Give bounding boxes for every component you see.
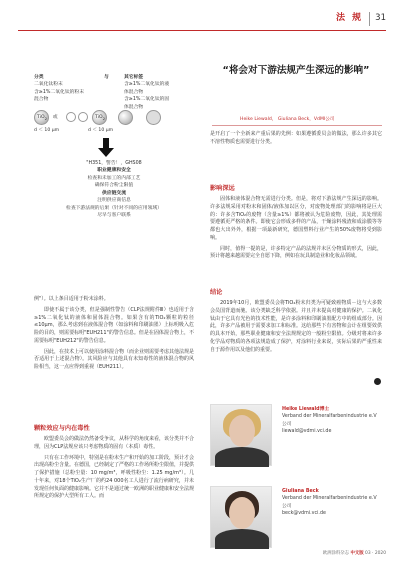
- step-item: 检查下游法规的后果（针对不同的应用领域）: [66, 205, 162, 211]
- right-line: 体混合物: [124, 89, 144, 95]
- section-heading-particle-effect: 颗粒效应与内在毒性: [34, 425, 90, 432]
- and-label: 与: [104, 75, 109, 80]
- right-column-text: [210, 196, 382, 261]
- left-line: 混合物: [34, 97, 49, 103]
- right-line: 含≥1%二氧化钛的固: [124, 97, 170, 103]
- intro-paragraph: 是开启了一个全新来产重后果的先例：如果遵循委员会的做法，那么许多其它不溶性物质也需要进行分类。: [210, 131, 382, 145]
- size-label-small: d ＜ 10 µm: [88, 128, 114, 133]
- end-mark-icon: [374, 378, 381, 385]
- author-name: Heike Liewald博士: [282, 407, 330, 412]
- conclusion-text: [210, 300, 382, 354]
- paragraph: 因此，在技术上可以使用涂料混合物（而企业则需要考虑其他法规是否适用于上述混合物）。其风险应与其他具有未知毒性的液体混合物的风险相当，这一点应得到重视（EUH211）。: [34, 348, 195, 370]
- step-heading: 职业健康和安全: [97, 168, 131, 174]
- diagram-right: [124, 74, 169, 111]
- author-info-beck: [282, 488, 377, 518]
- author-email[interactable]: beck@vdmi.vci.de: [282, 511, 326, 517]
- right-line: 含≥1%二氧化钛的液: [124, 82, 170, 88]
- author-name: Giuliana Beck: [282, 489, 319, 494]
- other-label-title: 其它标签: [124, 75, 144, 80]
- page-number: 31: [369, 12, 386, 25]
- edition-label: 中文版: [350, 551, 364, 557]
- paragraph: 例"）。以上条目适用于粉末涂料。: [34, 296, 109, 302]
- author-photo-beck: [210, 486, 272, 548]
- classification-title: 分类: [34, 75, 44, 80]
- page-footer: [323, 551, 386, 558]
- small-circle-icon: [66, 112, 76, 122]
- small-circle-icon: [78, 112, 88, 122]
- byline: Heike Liewald， Giuliana Beck，VdMI公司: [240, 117, 335, 122]
- section-heading-conclusion: 结论: [210, 289, 223, 296]
- step-item: 检查和未加工的内部工艺: [87, 175, 141, 181]
- tio2-label-2: TiO$_2$: [95, 115, 105, 121]
- step-heading: 供应链交流: [102, 190, 126, 196]
- diagram-left: [34, 74, 84, 104]
- article-headline: “将会对下游法规产生深远的影响”: [222, 65, 370, 76]
- step-item: 注明供应商信息: [97, 198, 131, 204]
- solid-circle-icon: [146, 110, 161, 125]
- step-item: 尽早与客户联系: [97, 212, 131, 218]
- left-line: 含≥1%二氧化钛的粉末: [34, 89, 85, 95]
- diagram-steps: [34, 160, 194, 219]
- paragraph: 欧盟委员会的做法仍然备受争议，从科学的角度来看，该分类并不合理，因为CLP法规应该只考虑物质的固有（本质）毒性。: [34, 436, 195, 450]
- left-line: 二氧化钛粉末: [34, 82, 63, 88]
- page-header: [336, 12, 386, 26]
- paragraph: 2019年10月，欧盟委员会将TiO₂粉末归类为可疑致癌物质－这与大多数会员国背道而驰。该分类缺乏科学依据。并且并未提高对健康的保护。二氧化钛由于它具有光色的技术性能，是许多涂料和印刷油墨配方中的组成部分。因此，许多产品被用于需要求加工和标准。这给那些下有害物和会计在组要效供的具本开始，那些职业健康和安全法规规定的一般粉尘限值。分级对将来许多化学品对物质的各项法规造成了保护，对涂料行业来说，实际后果的严重性来自于源作用以及他们的重要。: [210, 300, 382, 353]
- right-line: 体混合物: [124, 104, 144, 110]
- author-org-suffix: 公司: [282, 503, 292, 509]
- section-heading-far-reaching: 影响深远: [210, 185, 235, 192]
- author-org: Verband der Mineralfarbenindustrie e.V: [282, 414, 377, 420]
- header-rule: [18, 30, 386, 31]
- author-email[interactable]: liewald@vdmi.vci.de: [282, 429, 332, 435]
- issue-label: 03 · 2020: [365, 551, 386, 557]
- byline-rule: [212, 125, 382, 126]
- step-item: 确保符合粉尘限值: [94, 183, 134, 189]
- paragraph: 固体和液体混合物无需进行分类。但是，将对下游法规产生深远的影响。许多法规采用对粉末和固体/液体加以区分，对废物处理部门的影响将是巨大的：许多含TiO₂的废物（含量≥1%）都将被认为危险废物，因此，其处理需要遵循更严格的条件。即使它会形成多样的产品，干燥涂料残渣和成涂膜等等都也大出外外，根据一项最新研究，德国塑料行业产生的50%废物将受到影响。: [210, 196, 382, 241]
- author-org-suffix: 公司: [282, 421, 292, 427]
- author-info-liewald: [282, 406, 377, 436]
- hazard-statement: "H351，警告！，GHS08: [86, 161, 142, 166]
- arrow-down-icon: [96, 138, 116, 158]
- author-photo-liewald: [210, 404, 272, 466]
- paragraph: 即使不属于该分类，但是强制性警告（CLP法规附件Ⅲ）也适用于含≥1%二氧化钛的液体和固体混合物。如果含有的TiO₂颗粒的粒径≤10µm，那么考虑到在液体混合物（如涂料和印刷油墨）上标明吸入危险的目的，则需要标明"EUH211"的警告信息。但是在固体混合物上，不需要标明"EUH212"的警告信息。: [34, 306, 194, 344]
- author-org: Verband der Mineralfarbenindustrie e.V: [282, 496, 377, 502]
- left-column-text: [34, 296, 194, 372]
- paragraph: 只有在工作环境中，特别是在粉末生产和开始的加工阶段，预计才会出现高粉尘含量。在德国，已经制定了严格的工作场所粉尘限值，并提供了保护措施（总粉尘量：10 mg/m³，呼吸性粉尘：1.25 mg/m³）。几十年来，对18个TiO₂生产厂的约24 000名工人进行了流行病研究，并未发现任何负面的健康影响。它并不是通过统一欧洲的职业健康和安全法规所规定的保护大型所有工人。而: [34, 454, 195, 500]
- liquid-circle-icon: [118, 110, 133, 125]
- section-title: 法 规: [336, 13, 364, 23]
- left-column-text-2: [34, 436, 194, 501]
- magazine-name: 欧洲涂料杂志: [322, 551, 350, 557]
- size-label-large: d ＜ 10 µm: [34, 128, 60, 133]
- tio2-label: TiO$_2$: [37, 115, 47, 121]
- or-label: 或: [53, 115, 58, 120]
- paragraph: 同时，值得一提的是，许多特定产品的法规并未区分物质的形式，因此，预计将越来越需要完全自愿下降，例如在玩具制造业和化妆品领域。: [210, 245, 382, 260]
